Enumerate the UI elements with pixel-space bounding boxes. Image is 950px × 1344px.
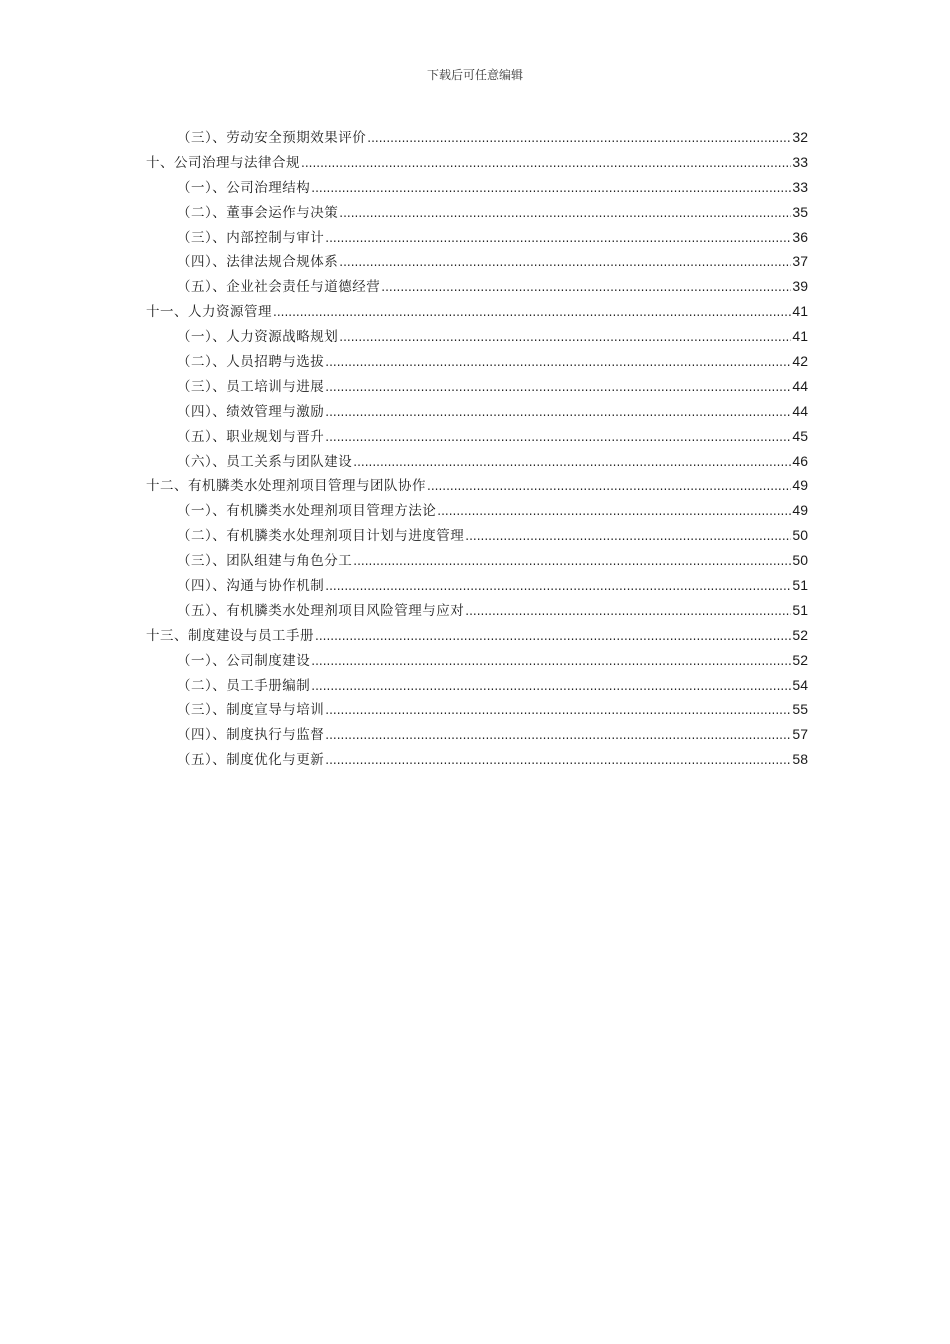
- toc-chapter-entry[interactable]: [146, 151, 808, 176]
- toc-dot-leader: [465, 604, 791, 618]
- toc-dot-leader: [325, 703, 791, 717]
- toc-page-number: 54: [792, 676, 808, 693]
- page-header: 下载后可任意编辑: [426, 68, 523, 82]
- toc-dot-leader: [339, 255, 791, 269]
- toc-entry-title: （五）、职业规划与晋升: [177, 428, 325, 445]
- toc-entry-title: （二）、员工手册编制: [177, 677, 311, 694]
- toc-dot-leader: [325, 579, 791, 593]
- toc-entry-title: （五）、制度优化与更新: [177, 752, 325, 769]
- toc-section-entry[interactable]: [146, 226, 808, 251]
- toc-entry-title: （四）、法律法规合规体系: [177, 254, 339, 271]
- toc-section-entry[interactable]: [146, 400, 808, 425]
- toc-section-entry[interactable]: [146, 499, 808, 524]
- toc-entry-title: （二）、人员招聘与选拔: [177, 354, 325, 371]
- toc-page-number: 32: [792, 129, 808, 145]
- toc-section-entry[interactable]: [146, 549, 808, 574]
- toc-dot-leader: [325, 355, 791, 369]
- toc-chapter-entry[interactable]: [146, 300, 808, 325]
- toc-section-entry[interactable]: [146, 425, 808, 450]
- toc-section-entry[interactable]: [146, 325, 808, 350]
- toc-entry-title: （一）、有机膦类水处理剂项目管理方法论: [177, 503, 437, 520]
- toc-page-number: 33: [792, 178, 808, 195]
- toc-dot-leader: [325, 231, 791, 245]
- toc-dot-leader: [437, 504, 791, 518]
- toc-page-number: 57: [792, 726, 808, 743]
- toc-entry-title: 十三、制度建设与员工手册: [146, 627, 314, 644]
- toc-dot-leader: [367, 131, 791, 145]
- toc-section-entry[interactable]: [146, 201, 808, 226]
- toc-page-number: 41: [792, 303, 808, 320]
- toc-page-number: 44: [792, 402, 808, 419]
- toc-entry-title: （一）、人力资源战略规划: [177, 329, 339, 346]
- toc-dot-leader: [353, 554, 791, 568]
- toc-entry-title: （四）、绩效管理与激励: [177, 403, 325, 420]
- toc-dot-leader: [325, 728, 791, 742]
- toc-section-entry[interactable]: [146, 524, 808, 549]
- toc-dot-leader: [465, 529, 791, 543]
- toc-section-entry[interactable]: [146, 649, 808, 674]
- toc-entry-title: （五）、有机膦类水处理剂项目风险管理与应对: [177, 602, 465, 619]
- toc-entry-title: 十、公司治理与法律合规: [146, 154, 300, 171]
- toc-entry-title: （三）、员工培训与进展: [177, 378, 325, 395]
- toc-section-entry[interactable]: [146, 375, 808, 400]
- toc-page-number: 49: [792, 502, 808, 519]
- toc-entry-title: （三）、劳动安全预期效果评价: [177, 130, 367, 146]
- toc-page-number: 45: [792, 427, 808, 444]
- toc-dot-leader: [339, 206, 791, 220]
- toc-entry-title: （二）、有机膦类水处理剂项目计划与进度管理: [177, 528, 465, 545]
- toc-dot-leader: [325, 753, 791, 767]
- toc-page-number: 39: [792, 278, 808, 295]
- toc-entry-title: （二）、董事会运作与决策: [177, 204, 339, 221]
- toc-dot-leader: [339, 330, 791, 344]
- toc-page-number: 51: [792, 601, 808, 618]
- toc-section-entry[interactable]: [146, 250, 808, 275]
- toc-entry-title: 十二、有机膦类水处理剂项目管理与团队协作: [146, 478, 426, 495]
- toc-section-entry[interactable]: [146, 674, 808, 699]
- toc-page-number: 37: [792, 253, 808, 270]
- table-of-contents: [146, 126, 808, 773]
- toc-section-entry[interactable]: [146, 176, 808, 201]
- toc-page-number: 42: [792, 353, 808, 370]
- toc-page-number: 33: [792, 153, 808, 170]
- toc-page-number: 50: [792, 527, 808, 544]
- toc-section-entry[interactable]: [146, 599, 808, 624]
- toc-section-entry[interactable]: [146, 698, 808, 723]
- toc-dot-leader: [325, 380, 791, 394]
- toc-page-number: 55: [792, 701, 808, 718]
- toc-dot-leader: [381, 280, 791, 294]
- toc-page-number: 58: [792, 751, 808, 768]
- toc-page-number: 36: [792, 228, 808, 245]
- toc-entry-title: （一）、公司治理结构: [177, 179, 311, 196]
- toc-dot-leader: [325, 430, 791, 444]
- toc-entry-title: 十一、人力资源管理: [146, 304, 272, 321]
- toc-page-number: 49: [792, 477, 808, 494]
- toc-section-entry[interactable]: [146, 275, 808, 300]
- toc-entry-title: （六）、员工关系与团队建设: [177, 453, 353, 470]
- toc-page-number: 50: [792, 552, 808, 569]
- toc-section-entry[interactable]: [146, 574, 808, 599]
- toc-entry-title: （四）、沟通与协作机制: [177, 578, 325, 595]
- toc-dot-leader: [311, 679, 791, 693]
- toc-entry-title: （五）、企业社会责任与道德经营: [177, 279, 381, 296]
- toc-dot-leader: [315, 629, 791, 643]
- toc-section-entry[interactable]: [146, 723, 808, 748]
- toc-entry-title: （三）、制度宣导与培训: [177, 702, 325, 719]
- toc-section-entry[interactable]: [146, 126, 808, 151]
- toc-page-number: 51: [792, 577, 808, 594]
- toc-dot-leader: [311, 181, 791, 195]
- toc-section-entry[interactable]: [146, 748, 808, 773]
- toc-dot-leader: [273, 305, 791, 319]
- toc-dot-leader: [301, 156, 791, 170]
- toc-section-entry[interactable]: [146, 350, 808, 375]
- toc-entry-title: （四）、制度执行与监督: [177, 727, 325, 744]
- toc-page-number: 52: [792, 626, 808, 643]
- toc-dot-leader: [311, 654, 791, 668]
- toc-page-number: 46: [792, 452, 808, 469]
- toc-dot-leader: [325, 405, 791, 419]
- toc-section-entry[interactable]: [146, 450, 808, 475]
- toc-dot-leader: [427, 479, 791, 493]
- toc-entry-title: （三）、团队组建与角色分工: [177, 553, 353, 570]
- toc-entry-title: （一）、公司制度建设: [177, 652, 311, 669]
- toc-chapter-entry[interactable]: [146, 624, 808, 649]
- toc-page-number: 35: [792, 203, 808, 220]
- toc-entry-title: （三）、内部控制与审计: [177, 229, 325, 246]
- toc-chapter-entry[interactable]: [146, 474, 808, 499]
- toc-page-number: 52: [792, 651, 808, 668]
- toc-page-number: 44: [792, 377, 808, 394]
- toc-page-number: 41: [792, 328, 808, 345]
- toc-dot-leader: [353, 455, 791, 469]
